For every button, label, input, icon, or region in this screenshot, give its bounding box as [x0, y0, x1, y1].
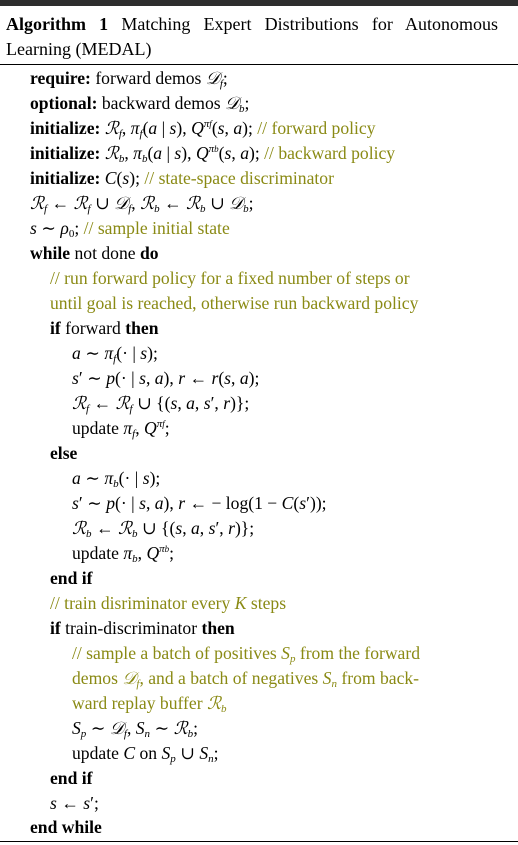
caption-rule: [0, 64, 518, 65]
algorithm-caption: [6, 12, 498, 62]
line-forward-update: update $\pi_f$, $Q^{\pi f}$;: [72, 418, 170, 440]
line-require: require: forward demos 𝒟$_f$;: [30, 68, 228, 90]
line-replay-init: ℛ$_f$ ← ℛ$_f$ ∪ 𝒟$_f$, ℛ$_b$ ← ℛ$_b$ ∪ 𝒟$_b$;: [30, 193, 254, 215]
line-backward-action: a ∼ $\pi_b(\cdot$ | s);: [72, 468, 161, 490]
line-comment-sample-2: demos 𝒟$_f$, and a batch of negatives $S_n$ from back-: [72, 668, 420, 690]
line-end-if-1: end if: [50, 568, 93, 588]
line-comment-run-2: until goal is reached, otherwise run backward policy: [50, 293, 419, 313]
line-if-train: if train-discriminator then: [50, 618, 235, 638]
line-update-discriminator: update C on $S_p$ ∪ $S_n$;: [72, 743, 219, 765]
line-while: while not done do: [30, 243, 159, 263]
line-forward-buffer: ℛ$_f$ ← ℛ$_f$ ∪ {(s, a, s′, r)};: [72, 393, 250, 415]
line-backward-update: update $\pi_b$, $Q^{\pi b}$;: [72, 543, 175, 565]
line-comment-run-1: // run forward policy for a fixed number of steps or: [50, 268, 410, 288]
line-forward-step: s′ ∼ p(· | s, a), r ← r(s, a);: [72, 368, 260, 388]
line-sample-initial: s ∼ $\rho_0$; // sample initial state: [30, 218, 230, 240]
line-state-update: s ← s′;: [50, 793, 99, 813]
top-rule: [0, 0, 518, 6]
line-optional: optional: backward demos 𝒟$_b$;: [30, 93, 250, 115]
line-comment-sample-3: ward replay buffer ℛ$_b$: [72, 693, 227, 715]
line-backward-step: s′ ∼ p(· | s, a), r ← − log(1 − C(s′));: [72, 493, 327, 513]
line-end-if-2: end if: [50, 768, 93, 788]
line-comment-sample-1: // sample a batch of positives $S_p$ from the forward: [72, 643, 421, 665]
line-else: else: [50, 443, 78, 463]
line-comment-train: // train disriminator every K steps: [50, 593, 287, 613]
line-if-forward: if forward then: [50, 318, 159, 338]
algorithm-title: Matching Expert Distributions for Autonomous Learning (MEDAL): [6, 14, 498, 59]
algorithm-label: Algorithm 1: [6, 14, 109, 34]
line-end-while: end while: [30, 817, 102, 837]
line-sample-sets: $S_p$ ∼ 𝒟$_f$, $S_n$ ∼ ℛ$_b$;: [72, 718, 199, 740]
line-init-backward: initialize: ℛ$_b$, $\pi_b(a$ | s), $Q^{\pi b}(s$, a); // backward policy: [30, 143, 396, 165]
line-init-forward: initialize: ℛ$_f$, $\pi_f(a$ | s), $Q^{\pi f}(s$, a); // forward policy: [30, 118, 376, 140]
bottom-rule: [0, 841, 518, 842]
line-init-discriminator: initialize: C(s); // state-space discriminator: [30, 168, 334, 188]
line-forward-action: a ∼ $\pi_f(\cdot$ | s);: [72, 343, 158, 365]
line-backward-buffer: ℛ$_b$ ← ℛ$_b$ ∪ {(s, a, s′, r)};: [72, 518, 255, 540]
